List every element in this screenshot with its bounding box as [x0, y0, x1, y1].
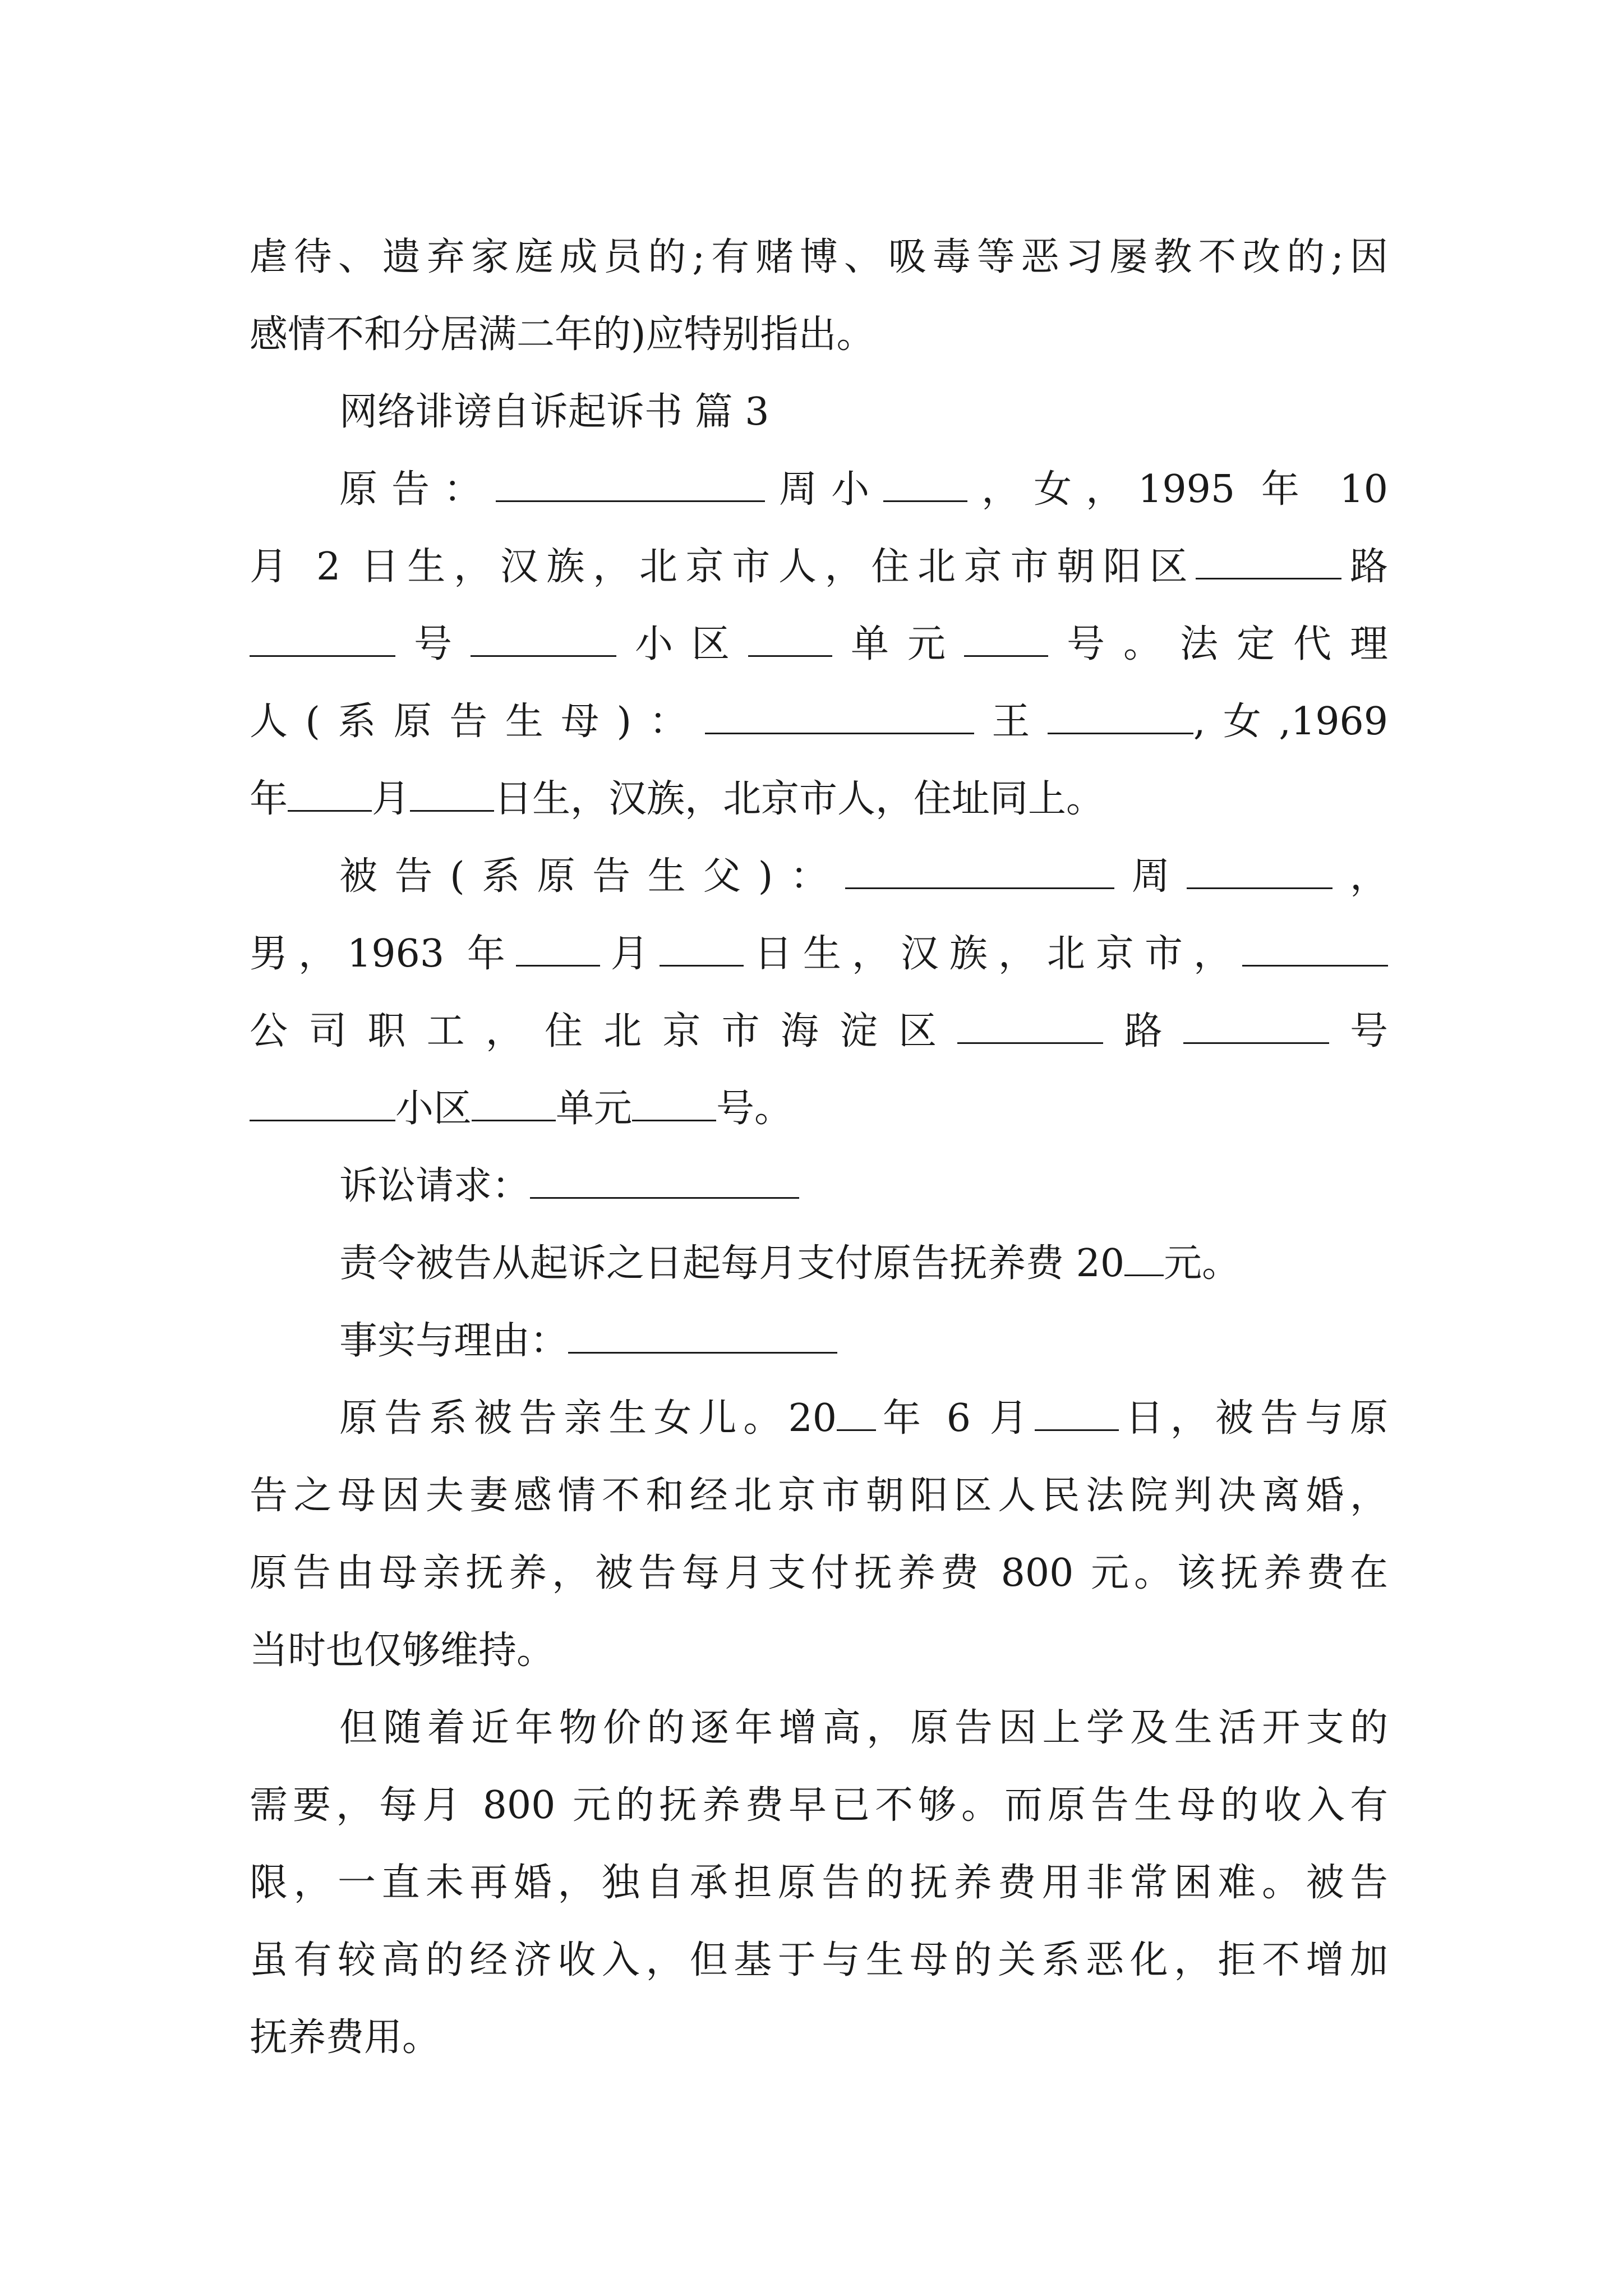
text-run: 人(系原告生母)：	[250, 700, 705, 744]
claims-text-line	[250, 1225, 1388, 1303]
text-run: 公司职工，住北京市海淀区	[250, 1009, 958, 1053]
claims-label: 诉讼请求：	[339, 1164, 531, 1208]
blank-field	[1035, 1397, 1119, 1431]
text-line: 当时也仅够维持。	[250, 1628, 555, 1673]
text-run: 号。	[716, 1087, 793, 1131]
blank-field	[632, 1087, 716, 1121]
blank-field	[705, 700, 974, 734]
blank-field	[845, 855, 1114, 889]
blank-field	[748, 623, 832, 657]
text-run: 小区	[395, 1087, 472, 1131]
text-line: 原告由母亲抚养，被告每月支付抚养费 800 元。该抚养费在	[250, 1551, 1388, 1595]
text-run: 月	[372, 777, 411, 821]
text-run: 路	[1103, 1009, 1183, 1053]
plaintiff-name: 周小	[765, 467, 884, 512]
text-run: 月 2 日生，汉族，北京市人，住北京市朝阳区	[250, 545, 1196, 589]
plaintiff-info: ，女，1995 年 10	[967, 467, 1388, 512]
blank-field	[496, 468, 765, 502]
claims-label-line	[250, 1148, 1388, 1225]
text-run: 单元	[832, 622, 964, 666]
defendant-line-3	[250, 993, 1388, 1070]
blank-field	[1124, 1242, 1164, 1276]
text-line: 抚养费用。	[250, 2016, 441, 2060]
blank-field	[516, 932, 600, 967]
text-run: 小区	[616, 622, 748, 666]
blank-field	[883, 468, 967, 502]
text-run: 元。	[1164, 1241, 1241, 1286]
text-run: 年	[250, 777, 288, 821]
document-body	[250, 219, 1388, 2077]
defendant-line-1	[250, 838, 1388, 915]
blank-field	[837, 1397, 876, 1431]
text-run: 月	[600, 932, 660, 976]
text-run: 日，被告与原	[1118, 1396, 1388, 1441]
text-line: 告之母因夫妻感情不和经北京市朝阳区人民法院判决离婚，	[250, 1474, 1388, 1518]
plaintiff-line-4	[250, 683, 1388, 761]
blank-field	[288, 777, 372, 812]
plaintiff-line-2	[250, 528, 1388, 606]
text-line: 虽有较高的经济收入，但基于与生母的关系恶化，拒不增加	[250, 1938, 1388, 1982]
text-run: 年 6 月	[875, 1396, 1035, 1441]
text-line: 但随着近年物价的逐年增高，原告因上学及生活开支的	[339, 1706, 1388, 1750]
text-run: 号	[1329, 1009, 1388, 1053]
facts-label-line	[250, 1303, 1388, 1380]
plaintiff-line-3	[250, 606, 1388, 683]
text-run: 王	[974, 700, 1048, 744]
text-line: 需要，每月 800 元的抚养费早已不够。而原告生母的收入有	[250, 1783, 1388, 1828]
blank-field	[957, 1010, 1103, 1044]
text-run: 路	[1341, 545, 1388, 589]
text-line: 限，一直未再婚，独自承担原告的抚养费用非常困难。被告	[250, 1861, 1388, 1905]
blank-field	[1242, 932, 1388, 967]
text-run: 原告系被告亲生女儿。20	[339, 1396, 837, 1441]
blank-field	[250, 623, 395, 657]
plaintiff-label: 原告：	[339, 467, 496, 512]
plaintiff-line-5	[250, 761, 1388, 838]
text-run: 号	[395, 622, 471, 666]
defendant-name: 周	[1114, 854, 1187, 899]
blank-field	[1048, 700, 1193, 734]
text-run: 责令被告从起诉之日起每月支付原告抚养费 20	[339, 1241, 1125, 1286]
text-run: ,女,1969	[1193, 700, 1388, 744]
blank-field	[660, 932, 744, 967]
blank-field	[410, 777, 494, 812]
facts-line-1	[250, 1380, 1388, 1457]
blank-field	[250, 1087, 395, 1121]
text-run: 单元	[556, 1087, 633, 1131]
blank-field	[1196, 545, 1341, 579]
defendant-line-2	[250, 915, 1388, 993]
text-line: 感情不和分居满二年的)应特别指出。	[250, 312, 875, 357]
blank-field	[568, 1319, 837, 1354]
text-run: 日生，汉族，北京市，	[743, 932, 1242, 976]
text-run: ，	[1332, 854, 1388, 899]
blank-field	[1187, 855, 1332, 889]
plaintiff-line-1	[250, 451, 1388, 528]
text-run: 日生，汉族，北京市人，住址同上。	[494, 777, 1105, 821]
facts-label: 事实与理由：	[339, 1319, 569, 1363]
blank-field	[964, 623, 1048, 657]
blank-field	[472, 1087, 556, 1121]
defendant-label: 被告(系原告生父)：	[339, 854, 846, 899]
blank-field	[471, 623, 616, 657]
defendant-line-4	[250, 1070, 1388, 1148]
text-run: 号。法定代理	[1048, 622, 1388, 666]
section-heading: 网络诽谤自诉起诉书 篇 3	[339, 390, 769, 434]
blank-field	[1183, 1010, 1329, 1044]
text-run: 男，1963 年	[250, 932, 516, 976]
blank-field	[530, 1165, 799, 1199]
text-line: 虐待、遗弃家庭成员的;有赌博、吸毒等恶习屡教不改的;因	[250, 235, 1388, 279]
